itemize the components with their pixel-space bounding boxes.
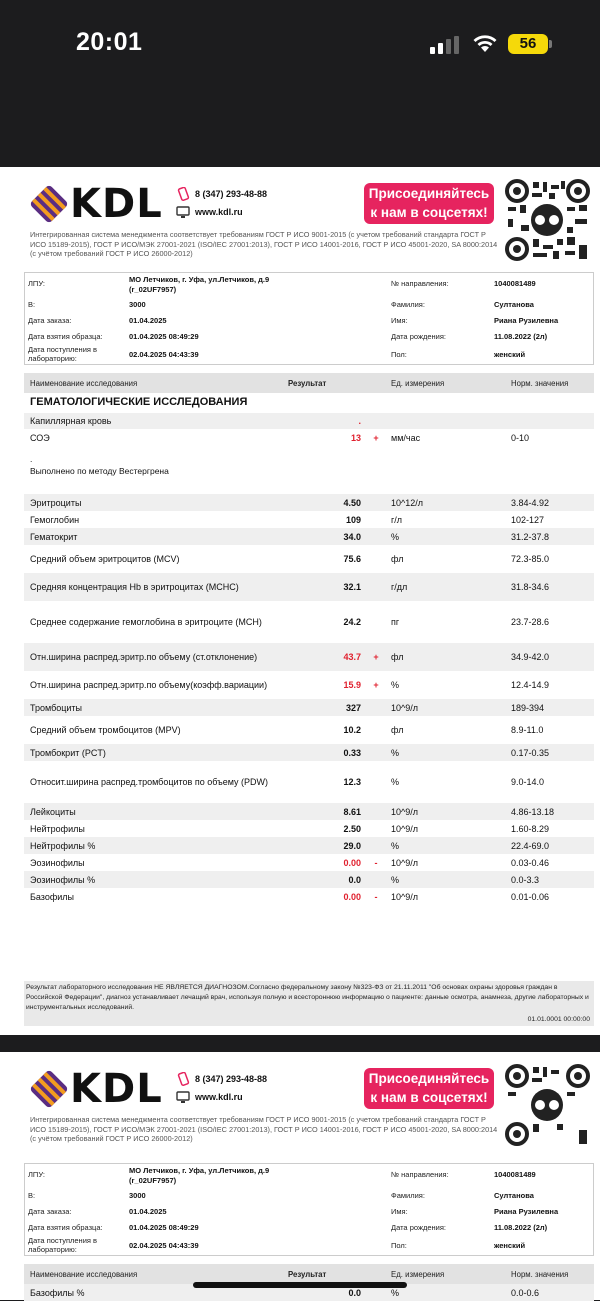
row-norm: 0.0-0.6: [511, 1287, 540, 1298]
referral-value: 1040081489: [494, 279, 536, 288]
name-label: Имя:: [391, 1207, 408, 1216]
row-norm: 34.9-42.0: [511, 652, 550, 662]
kdl-logo-text: KDL: [70, 181, 163, 227]
row-result: 0.33: [343, 747, 361, 758]
row-name: Нейтрофилы: [30, 823, 85, 834]
table-row: [24, 429, 594, 446]
certification-text: Интегрированная система менеджмента соответствует требованиям ГОСТ Р ИСО 9001-2015 (с учетом требований стандарта ГОСТ Р ИСО 15189-2015), ГОСТ Р ИСО/МЭК 27001-2021 (ISO/IEC 27001:2013), ГОСТ Р ИСО 14001-2016, ГОСТ Р ИСО 45001-2020, SA 8000:2014 (с учётом требований ГОСТ Р ИСО 26000-2012): [30, 1115, 498, 1143]
row-unit: %: [391, 1287, 400, 1298]
table-row: [24, 573, 594, 601]
promo-line-1: Присоединяйтесь: [368, 186, 490, 201]
promo-line-2: к нам в соцсетях!: [370, 1090, 488, 1105]
lab-date-label: Дата поступления в лабораторию:: [28, 345, 98, 363]
promo-line-1: Присоединяйтесь: [368, 1071, 490, 1086]
row-norm: 0.0-3.3: [511, 874, 540, 885]
table-row: [24, 671, 594, 699]
header-norm: Норм. значения: [511, 1269, 569, 1279]
row-name: Тромбоциты: [30, 702, 83, 713]
row-result: 327: [345, 702, 361, 713]
row-name: Базофилы: [30, 891, 74, 902]
row-result: 0.0: [348, 1287, 361, 1298]
website-link[interactable]: www.kdl.ru: [195, 1092, 243, 1102]
row-name: Тромбокрит (PCT): [30, 747, 106, 758]
name-value: Риана Рузилевна: [494, 316, 559, 325]
row-name: Отн.ширина распред.эритр.по объему (ст.отклонение): [30, 652, 258, 662]
row-flag: +: [373, 680, 379, 690]
row-norm: 8.9-11.0: [511, 725, 544, 735]
row-name: Отн.ширина распред.эритр.по объему(коэфф.вариации): [30, 680, 268, 690]
birth-value: 11.08.2022 (2л): [494, 1223, 548, 1232]
v-value: 3000: [129, 300, 146, 309]
row-result: 10.2: [343, 725, 361, 735]
row-unit: %: [391, 777, 400, 787]
results-body: [24, 429, 594, 905]
row-name: Лейкоциты: [30, 806, 76, 817]
order-date-value: 01.04.2025: [129, 1207, 167, 1216]
row-unit: 10^9/л: [391, 806, 418, 817]
row-unit: 10^12/л: [391, 497, 423, 508]
battery-level: 56: [508, 34, 548, 54]
row-unit: 10^9/л: [391, 702, 418, 713]
social-promo-banner[interactable]: [364, 183, 494, 224]
order-date-label: Дата заказа:: [28, 1207, 72, 1216]
referral-value: 1040081489: [494, 1170, 536, 1179]
header-result: Результат: [288, 378, 327, 388]
table-row: [24, 871, 594, 888]
row-norm: 0.03-0.46: [511, 857, 550, 868]
social-promo-banner[interactable]: [364, 1068, 494, 1109]
header-name: Наименование исследования: [30, 378, 138, 388]
row-name: Базофилы %: [30, 1287, 85, 1298]
header-unit: Ед. измерения: [391, 1269, 445, 1279]
kdl-logo-icon: [30, 185, 68, 223]
row-name: Эритроциты: [30, 497, 82, 508]
table-row: [24, 803, 594, 820]
v-label: В:: [28, 300, 36, 309]
table-row: [24, 545, 594, 573]
phone-row: [176, 1070, 267, 1088]
method-note-text: Выполнено по методу Вестергрена: [30, 466, 169, 476]
row-norm: 3.84-4.92: [511, 497, 550, 508]
table-row: [24, 643, 594, 671]
method-note: [24, 446, 594, 494]
table-row: [24, 528, 594, 545]
battery-icon: [549, 40, 552, 48]
row-name: Эозинофилы: [30, 857, 85, 868]
row-result: 0.00: [343, 857, 361, 868]
row-name: Гематокрит: [30, 531, 78, 542]
website-row: [176, 203, 267, 221]
report-header: [0, 167, 600, 272]
sample-date-label: Дата взятия образца:: [28, 1223, 103, 1232]
sample-date-value: 01.04.2025 08:49:29: [129, 1223, 199, 1232]
sample-type: Капиллярная кровь: [30, 416, 112, 426]
sex-value: женский: [494, 1241, 526, 1250]
kdl-logo-text: KDL: [70, 1066, 163, 1112]
status-bar: [0, 0, 600, 165]
row-unit: пг: [391, 617, 400, 627]
section-title: ГЕМАТОЛОГИЧЕСКИЕ ИССЛЕДОВАНИЯ: [30, 396, 248, 408]
row-flag: -: [374, 857, 378, 868]
row-norm: 4.86-13.18: [511, 806, 555, 817]
referral-label: № направления:: [391, 279, 449, 288]
table-header: [24, 373, 594, 393]
table-row: [24, 888, 594, 905]
qr-code-icon: [505, 179, 590, 261]
table-row: [24, 854, 594, 871]
lpu-value: МО Летчиков, г. Уфа, ул.Летчиков, д.9 (r_02UF7957): [129, 1166, 270, 1185]
website-row: [176, 1088, 267, 1106]
sex-label: Пол:: [391, 1241, 407, 1250]
row-unit: фл: [391, 652, 404, 662]
row-unit: 10^9/л: [391, 823, 418, 834]
row-result: 24.2: [343, 617, 361, 627]
row-unit: 10^9/л: [391, 857, 418, 868]
row-unit: мм/час: [391, 432, 421, 443]
table-row: [24, 761, 594, 803]
lpu-label: ЛПУ:: [28, 279, 45, 288]
report-header-2: [0, 1052, 600, 1157]
lab-date-label: Дата поступления в лабораторию:: [28, 1236, 98, 1254]
row-name: Среднее содержание гемоглобина в эритроците (MCH): [30, 617, 262, 627]
disclaimer-text: Результат лабораторного исследования НЕ ЯВЛЯЕТСЯ ДИАГНОЗОМ.Согласно федеральному закону №323-ФЗ от 21.11.2011 "Об основах охраны здоровья граждан в Российской Федерации", диагноз устанавливает лечащий врач, используя полную и всестороннюю информацию о пациенте: данные осмотра, анамнеза, другие лабораторных и инструментальных исследований.: [26, 984, 589, 1011]
row-result: 0.0: [348, 874, 361, 885]
contacts: [176, 1070, 267, 1106]
row-norm: 0-10: [511, 432, 530, 443]
sample-date-label: Дата взятия образца:: [28, 332, 103, 341]
row-result: 8.61: [343, 806, 361, 817]
row-norm: 102-127: [511, 514, 545, 525]
row-result: 15.9: [343, 680, 361, 690]
row-unit: фл: [391, 554, 404, 564]
row-flag: +: [373, 432, 379, 443]
report-page-1: [0, 167, 600, 1035]
row-result: 109: [345, 514, 361, 525]
table-header: [24, 1264, 594, 1284]
method-note-dot: .: [30, 454, 33, 464]
sample-date-value: 01.04.2025 08:49:29: [129, 332, 199, 341]
row-result: 13: [350, 432, 361, 443]
results-table: [24, 373, 594, 905]
header-unit: Ед. измерения: [391, 378, 445, 388]
row-unit: %: [391, 680, 400, 690]
table-row: [24, 511, 594, 528]
row-norm: 0.01-0.06: [511, 891, 550, 902]
row-norm: 12.4-14.9: [511, 680, 550, 690]
birth-value: 11.08.2022 (2л): [494, 332, 548, 341]
qr-code-icon: [505, 1064, 590, 1146]
table-row: [24, 744, 594, 761]
v-label: В:: [28, 1191, 36, 1200]
row-name: Относит.ширина распред.тромбоцитов по объему (PDW): [30, 777, 268, 787]
row-flag: +: [373, 652, 379, 662]
row-name: СОЭ: [30, 432, 50, 443]
phone-row: [176, 185, 267, 203]
row-norm: 31.2-37.8: [511, 531, 550, 542]
row-name: Гемоглобин: [30, 514, 80, 525]
row-result: 29.0: [343, 840, 361, 851]
birth-label: Дата рождения:: [391, 1223, 446, 1232]
patient-info-box-2: [24, 1163, 594, 1256]
surname-label: Фамилия:: [391, 1191, 425, 1200]
order-date-label: Дата заказа:: [28, 316, 72, 325]
row-name: Нейтрофилы %: [30, 840, 96, 851]
wifi-icon: [472, 33, 498, 53]
row-flag: -: [374, 891, 378, 902]
row-result: 12.3: [343, 777, 361, 787]
row-unit: %: [391, 840, 400, 851]
row-result: 34.0: [343, 531, 361, 542]
footer-timestamp: 01.01.0001 00:00:00: [527, 1016, 590, 1023]
surname-value: Султанова: [494, 300, 534, 309]
row-unit: г/дл: [391, 582, 408, 592]
row-name: Средний объем тромбоцитов (MPV): [30, 725, 181, 735]
contacts: [176, 185, 267, 221]
birth-label: Дата рождения:: [391, 332, 446, 341]
row-norm: 0.17-0.35: [511, 747, 550, 758]
phone-number[interactable]: 8 (347) 293-48-88: [195, 189, 268, 199]
row-norm: 23.7-28.6: [511, 617, 550, 627]
row-result: 0.00: [343, 891, 361, 902]
website-link[interactable]: www.kdl.ru: [195, 207, 243, 217]
header-result: Результат: [288, 1269, 327, 1279]
row-name: Средняя концентрация Hb в эритроцитах (MCHC): [30, 582, 239, 592]
home-indicator[interactable]: [193, 1282, 407, 1288]
phone-icon: [176, 1072, 190, 1086]
row-unit: %: [391, 874, 400, 885]
row-unit: фл: [391, 725, 404, 735]
kdl-logo-icon: [30, 1070, 68, 1108]
surname-label: Фамилия:: [391, 300, 425, 309]
lab-date-value: 02.04.2025 04:43:39: [129, 350, 199, 359]
surname-value: Султанова: [494, 1191, 534, 1200]
order-date-value: 01.04.2025: [129, 316, 167, 325]
promo-line-2: к нам в соцсетях!: [370, 205, 488, 220]
table-row: [24, 820, 594, 837]
sex-value: женский: [494, 350, 526, 359]
sample-type-dot: .: [358, 416, 361, 426]
cellular-signal-icon: [430, 36, 460, 54]
name-label: Имя:: [391, 316, 408, 325]
sample-type-row: [24, 413, 594, 429]
lpu-label: ЛПУ:: [28, 1170, 45, 1179]
lab-date-value: 02.04.2025 04:43:39: [129, 1241, 199, 1250]
phone-number[interactable]: 8 (347) 293-48-88: [195, 1074, 268, 1084]
disclaimer-footer: [24, 981, 594, 1026]
row-result: 2.50: [343, 823, 361, 834]
table-row: [24, 494, 594, 511]
header-name: Наименование исследования: [30, 1269, 138, 1279]
table-row: [24, 837, 594, 854]
row-name: Средний объем эритроцитов (MCV): [30, 554, 180, 564]
row-result: 43.7: [343, 652, 361, 662]
row-norm: 189-394: [511, 702, 545, 713]
row-unit: %: [391, 531, 400, 542]
row-norm: 1.60-8.29: [511, 823, 550, 834]
v-value: 3000: [129, 1191, 146, 1200]
referral-label: № направления:: [391, 1170, 449, 1179]
row-norm: 9.0-14.0: [511, 777, 545, 787]
row-norm: 72.3-85.0: [511, 554, 550, 564]
patient-info-box: [24, 272, 594, 365]
certification-text: Интегрированная система менеджмента соответствует требованиям ГОСТ Р ИСО 9001-2015 (с учетом требований стандарта ГОСТ Р ИСО 15189-2015), ГОСТ Р ИСО/МЭК 27001-2021 (ISO/IEC 27001:2013), ГОСТ Р ИСО 14001-2016, ГОСТ Р ИСО 45001-2020, SA 8000:2014 (с учётом требований ГОСТ Р ИСО 26000-2012): [30, 230, 498, 258]
table-row: [24, 699, 594, 716]
table-row: [24, 716, 594, 744]
row-result: 75.6: [343, 554, 361, 564]
status-time: 20:01: [76, 28, 143, 56]
report-page-2: [0, 1052, 600, 1300]
header-norm: Норм. значения: [511, 378, 569, 388]
monitor-icon: [176, 1090, 190, 1104]
phone-icon: [176, 187, 190, 201]
lpu-value: МО Летчиков, г. Уфа, ул.Летчиков, д.9 (r_02UF7957): [129, 275, 270, 294]
row-unit: %: [391, 747, 400, 758]
sex-label: Пол:: [391, 350, 407, 359]
row-unit: 10^9/л: [391, 891, 418, 902]
row-result: 32.1: [343, 582, 361, 592]
name-value: Риана Рузилевна: [494, 1207, 559, 1216]
row-result: 4.50: [343, 497, 361, 508]
monitor-icon: [176, 205, 190, 219]
row-norm: 22.4-69.0: [511, 840, 550, 851]
table-row: [24, 601, 594, 643]
row-name: Эозинофилы %: [30, 874, 96, 885]
row-unit: г/л: [391, 514, 403, 525]
row-norm: 31.8-34.6: [511, 582, 550, 592]
